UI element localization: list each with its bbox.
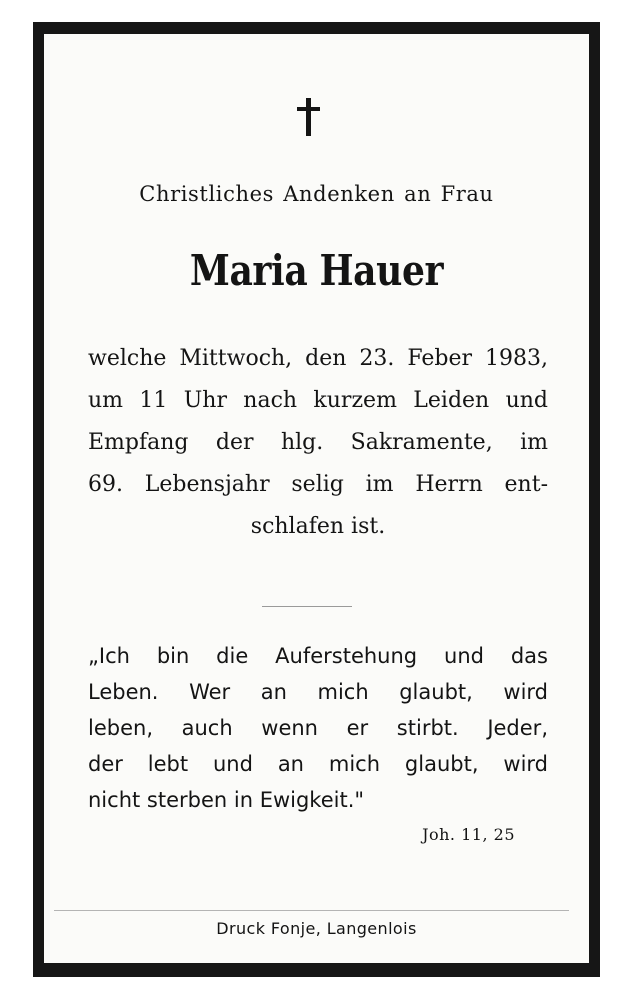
death-notice-text — [88, 338, 548, 548]
notice-line: 69. Lebensjahr selig im Herrn ent- — [88, 472, 548, 497]
notice-line: um 11 Uhr nach kurzem Leiden und — [88, 388, 548, 413]
notice-line: schlafen ist. — [250, 514, 386, 539]
quote-line: leben, auch wenn er stirbt. Jeder, — [88, 716, 548, 740]
footer-divider — [54, 910, 569, 911]
cross-horizontal-bar — [297, 107, 320, 111]
cross-icon — [44, 98, 589, 138]
quote-line: Leben. Wer an mich glaubt, wird — [88, 680, 548, 704]
notice-line: welche Mittwoch, den 23. Feber 1983, — [88, 346, 548, 371]
quote-line: der lebt und an mich glaubt, wird — [88, 752, 548, 776]
cross-vertical-bar — [306, 98, 311, 136]
divider — [262, 606, 352, 607]
memorial-card — [33, 22, 600, 977]
quote-line: „Ich bin die Auferstehung und das — [88, 644, 548, 668]
bible-quote — [88, 638, 548, 818]
printer-credit: Druck Fonje, Langenlois — [216, 919, 417, 938]
quote-line: nicht sterben in Ewigkeit." — [88, 788, 365, 812]
deceased-name: Maria Hauer — [189, 246, 444, 295]
card-content — [44, 34, 589, 963]
notice-line: Empfang der hlg. Sakramente, im — [88, 430, 548, 455]
quote-reference: Joh. 11, 25 — [422, 825, 515, 844]
intro-text: Christliches Andenken an Frau — [139, 182, 494, 206]
